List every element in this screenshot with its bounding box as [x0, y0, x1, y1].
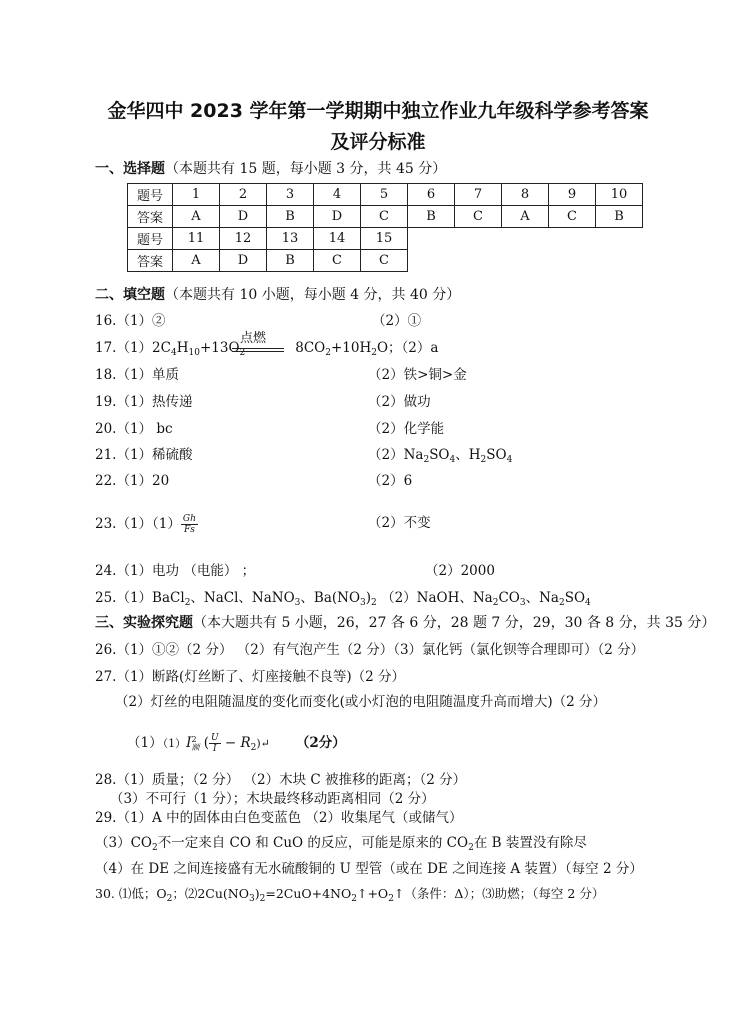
q23-left: 23.（1）（1） $\frac{Gh}{Fs}$ — [95, 514, 196, 535]
table-row: 题号 1 2 3 4 5 6 7 8 9 10 — [128, 184, 643, 206]
q19-right: （2）做功 — [368, 394, 431, 410]
q19-left: 19.（1）热传递 — [95, 394, 193, 410]
q28-line2: （3）不可行（1 分）；木块最终移动距离相同（2 分） — [110, 791, 435, 807]
q21-left: 21.（1）稀硫酸 — [95, 447, 193, 463]
q16-right: （2）① — [372, 313, 422, 329]
reaction-condition: 点燃 — [240, 331, 267, 346]
q18-right: （2）铁>铜>金 — [368, 367, 467, 383]
fraction: $\frac{Gh}{Fs}$ — [182, 514, 196, 535]
q27-line1: 27.（1）断路(灯丝断了、灯座接触不良等)（2 分） — [95, 669, 405, 685]
fraction: $\frac{U}{I}$ — [211, 733, 219, 754]
q27-line3: （1）（1）I 2 额 ( $\frac{U}{I}$ − $R_2)↵$ （2分） — [127, 733, 346, 754]
reaction-arrow-2 — [232, 351, 284, 352]
section3-heading: 三、实验探究题（本大题共有 5 小题，26，27 各 6 分，28 题 7 分，29，30 各 8 分，共 35 分） — [95, 615, 716, 631]
section1-heading: 一、选择题（本题共有 15 题，每小题 3 分，共 45 分） — [95, 161, 447, 177]
table-row: 答案 A D B C C — [128, 250, 643, 272]
table-row: 答案 A D B D C B C A C B — [128, 206, 643, 228]
q27-line2: （2）灯丝的电阻随温度的变化而变化(或小灯泡的电阻随温度升高而增大)（2 分） — [115, 694, 607, 710]
q18-left: 18.（1）单质 — [95, 367, 180, 383]
page-subtitle: 及评分标准 — [330, 131, 426, 153]
q30-line: 30. ⑴低；$O_2$；$⑵2Cu(NO_3)_2=2CuO+4NO_2↑+O_2↑$（条件：Δ）；⑶助燃；（每空 2 分） — [95, 886, 605, 904]
q29-line2: $(3)CO_2$不一定来自 CO 和 CuO 的反应，可能是原来的 $CO_2$在 B 装置没有除尽 — [95, 835, 587, 853]
q20-left: 20.（1） bc — [95, 421, 173, 437]
q24-right: （2）2000 — [425, 563, 495, 579]
q24-left: 24.（1）电功 （电能） ； — [95, 563, 256, 579]
section2-heading: 二、填空题（本题共有 10 小题，每小题 4 分，共 40 分） — [95, 287, 461, 303]
q22-left: 22.（1）20 — [95, 473, 170, 489]
table-row: 题号 11 12 13 14 15 — [128, 228, 643, 250]
q29-line3: （4）在 DE 之间连接盛有无水硫酸铜的 U 型管（或在 DE 之间连接 A 装置）（每空 2 分） — [95, 861, 643, 877]
q16-left: 16.（1）② — [95, 313, 166, 329]
q17-line: $17.(1)2C_4H_{10}+13O_2$ $8CO_2+10H_2O$；（2）a — [95, 340, 439, 358]
q22-right: （2）6 — [368, 473, 413, 489]
q23-right: （2）不变 — [368, 515, 431, 531]
q26-line: 26.（1）①②（2 分） （2）有气泡产生（2 分）（3）氯化钙（氯化钡等合理即可）（2 分） — [95, 642, 645, 658]
q20-right: （2）化学能 — [368, 421, 445, 437]
answer-table — [127, 183, 643, 272]
q25-line: 25.（1）BaCl$_2$、NaCl、NaNO$_3$、$Ba(NO_3)_2$ （2）NaOH、$Na_2CO_3$、$Na_2SO_4$ — [95, 590, 591, 608]
q28-line1: 28.（1）质量；（2 分） （2）木块 C 被推移的距离；（2 分） — [95, 772, 467, 788]
q29-line1: 29.（1）A 中的固体由白色变蓝色 （2）收集尾气（或储气） — [95, 810, 463, 826]
reaction-arrow — [232, 348, 284, 349]
page-title: 金华四中 2023 学年第一学期期中独立作业九年级科学参考答案 — [107, 100, 649, 122]
q21-right: $(2)Na_2SO_4$、$H_2SO_4$ — [368, 447, 513, 465]
